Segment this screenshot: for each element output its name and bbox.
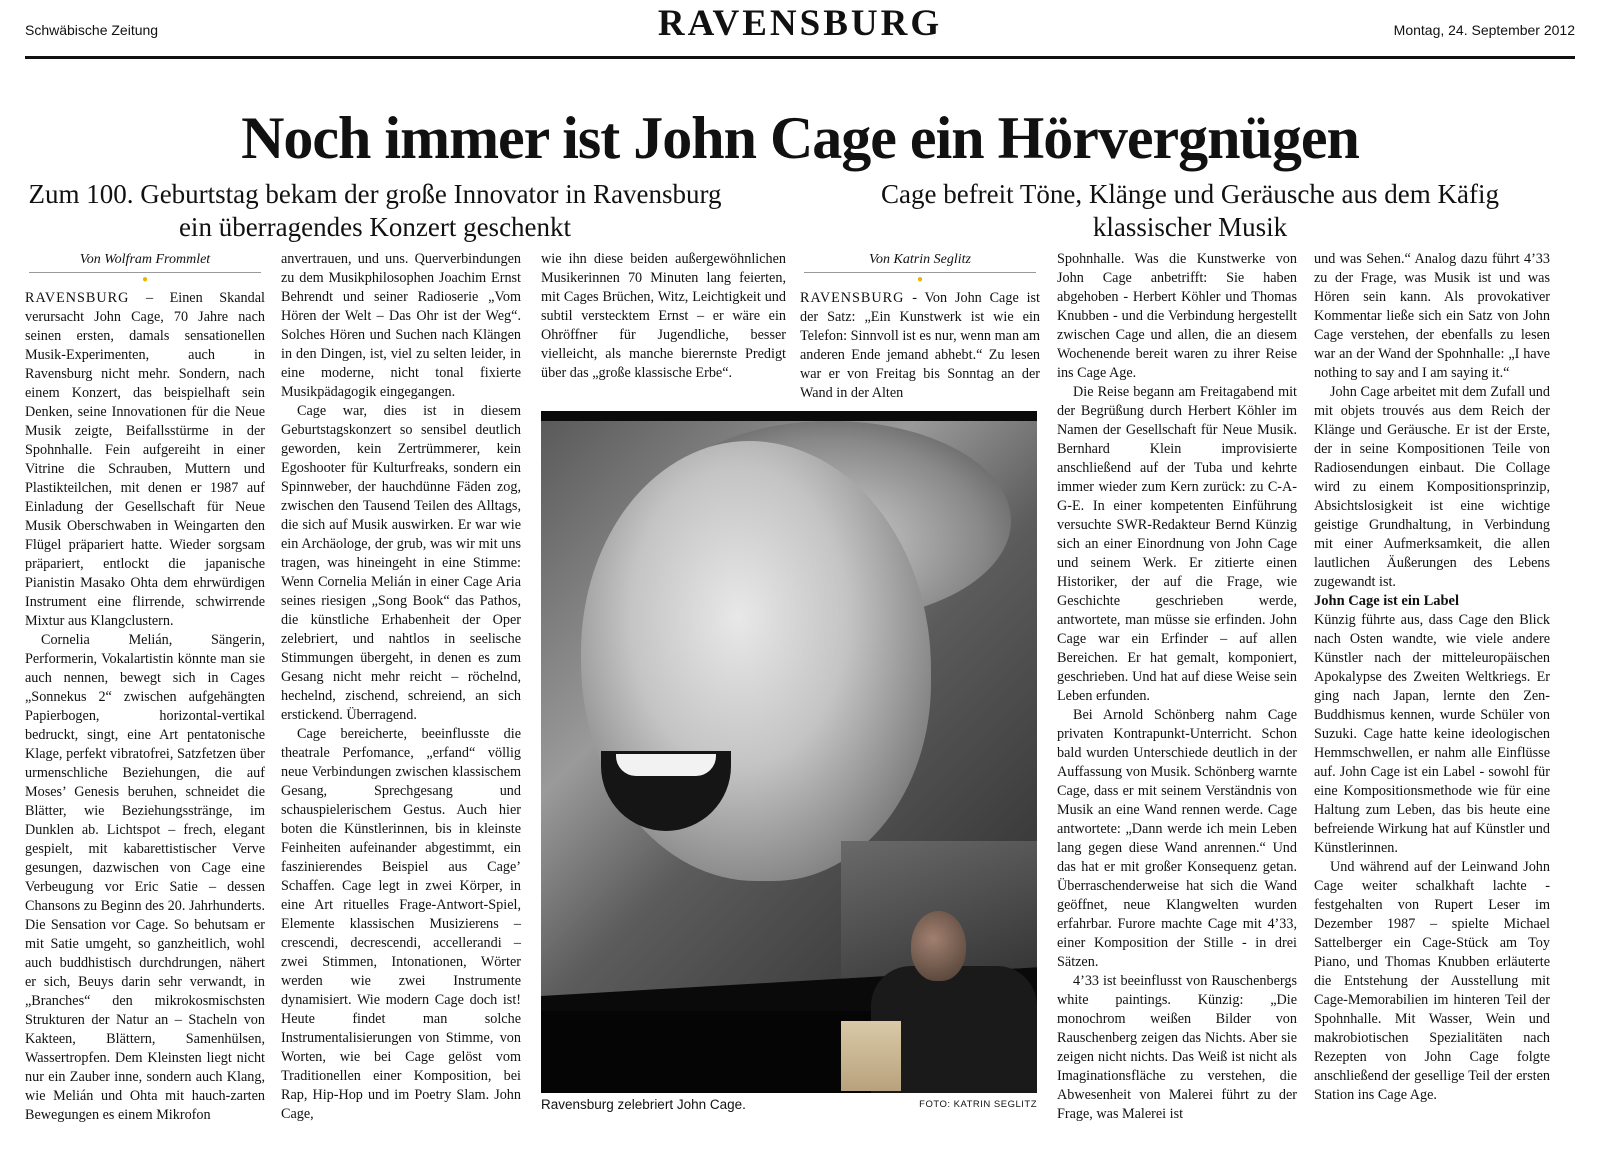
paragraph: Cornelia Melián, Sängerin, Performerin, Vokalartistin könnte man sie auch nennen, bewegt sich in Cages „Sonnekus 2“ zwischen aufgehängten Papierbogen, horizontal-vertikal bedruckt, singt, eine Art pentatonische Klage, perfekt vibratofrei, Satzfetzen über urmenschliche Beziehungen, die auf Moses’ Genesis beruhen, schneidet die Blätter, wie Beziehungsstränge, im Dunklen ab. Lichtspot – frech, elegant gespielt, mit kabarettistischer Verve gesungen, dazwischen von Cage eine Verbeugung vor Eric Satie – dessen Chansons zu Beginn des 20. Jahrhunderts. Die Sensation vor Cage. So behutsam er mit Satie umgeht, so ganzheitlich, wohl auch buddhistisch durchdrungen, nähert er sich, Beuys darin sehr verwandt, in „Branches“ den mikrokosmischsten Strukturen der Natur an – Stacheln von Kakteen, Blättern, Samenhülsen, Wassertropfen. Dem Kleinsten liegt nicht nur ein Zauber inne, sondern auch Klang, wie Melián und Ohta mit hauch-zarten Bewegungen es einem Mikrofon — [25, 632, 265, 1123]
section-title: RAVENSBURG — [657, 3, 943, 44]
issue-date: Montag, 24. September 2012 — [1393, 22, 1575, 38]
byline-dot: ● — [916, 274, 924, 285]
paragraph: Bei Arnold Schönberg nahm Cage privaten Kontrapunkt-Unterricht. Schon bald wurden Unterschiede deutlich in der Auffassung von Musik. Schönberg warnte Cage, dass er mit seinem Verständnis von Musik an eine Wand rennen werde. Cage antwortete: „Dann werde ich mein Leben lang gegen diese Wand anrennen.“ Und das hat er mit großer Konsequenz getan. Überraschenderweise hat sich die Wand geöffnet, neue Klangwelten wurden erfahrbar. Furore machte Cage mit 4’33, einer Komposition der Stille - in drei Sätzen. — [1057, 707, 1297, 970]
paragraph: und was Sehen.“ Analog dazu führt 4’33 zu der Frage, was Musik ist und was Hören sein kann. Als provokativer Kommentar ließe sich ein Satz von John Cage verstehen, der ebenfalls zu lesen war an der Wand der Spohnhalle: „I have nothing to say and I am saying it.“ — [1314, 251, 1550, 381]
projection-screen — [541, 421, 1037, 996]
headline: Noch immer ist John Cage ein Hörvergnügen — [241, 105, 1359, 171]
concert-photo — [541, 411, 1037, 1093]
paragraph: 4’33 ist beeinflusst von Rauschenbergs white paintings. Künzig: „Die monochrom weißen Bilder von Rauschenberg zeigen das Nichts. Aber sie zeigen nicht nichts. Das Weiß ist nicht als Imaginationsfläche zu verstehen, die Abwesenheit von Malerei führt zu der Frage, was Malerei ist — [1057, 973, 1297, 1122]
paragraph: Künzig führte aus, dass Cage den Blick nach Osten wandte, wie viele andere Künstler nach der mitteleuropäischen Apokalypse des Zweiten Weltkriegs. Er ging nach Japan, lernte den Zen-Buddhismus kennen, wurde Schüler von Suzuki. Cage hatte keine ideologischen Hemmschwellen, er nahm alle Einflüsse auf. John Cage ist ein Label - sowohl für eine Kompositionsmethode wie für eine Haltung zum Leben, das bis heute eine befreiende Wirkung hat auf Künstler und Künstlerinnen. — [1314, 612, 1550, 856]
pianist-head — [911, 911, 966, 981]
article2-column-3 — [1314, 250, 1550, 1105]
paragraph: Spohnhalle. Was die Kunstwerke von John Cage anbetrifft: Sie haben abgehoben - Herbert Köhler und Thomas Knubben - und die Verbindung hergestellt zwischen Cage und allen, die an diesem Wochenende bereit waren zu ihrer Reise ins Cage Age. — [1057, 251, 1297, 381]
subheadline-left: Zum 100. Geburtstag bekam der große Innovator in Ravensburg ein überragendes Konzert geschenkt — [28, 179, 722, 242]
byline: Von Wolfram Frommlet — [29, 250, 261, 273]
byline: Von Katrin Seglitz — [804, 250, 1036, 273]
paragraph: RAVENSBURG – Einen Skandal verursacht John Cage, 70 Jahre nach seinen ersten, damals sensationellen Musik-Experimenten, auch in Ravensburg nicht mehr. Sondern, nach einem Konzert, das beispielhaft sein Denken, seine Innovationen für die Neue Musik zeigte, Beifallsstürme in der Spohnhalle. Fein aufgereiht in einer Vitrine die Schrauben, Muttern und Plastikteilchen, mit denen er 1987 auf Einladung der Gesellschaft für Neue Musik Oberschwaben in Weingarten den Flügel präpariert hatte. Wieder sorgsam präpariert, entlockt die japanische Pianistin Masako Ohta dem ehrwürdigen Instrument eine flirrende, schwirrende Mixtur aus Klangclustern. — [25, 290, 265, 629]
paragraph: John Cage arbeitet mit dem Zufall und mit objets trouvés aus dem Reich der Klänge und Geräusche. Er ist der Erste, der in seine Kompositionen Teile von Radiosendungen einbaut. Die Collage wird zu einem Kompositionsprinzip, Absichtslosigkeit ist eine wichtige geistige Grundhaltung, in Verbindung mit einer Aufmerksamkeit, die allen lautlichen Äußerungen des Lebens zugewandt ist. — [1314, 384, 1550, 590]
toy-piano — [841, 1021, 901, 1091]
dateline: RAVENSBURG — [25, 290, 130, 306]
article1-column-1 — [25, 250, 265, 1125]
article1-column-3 — [541, 250, 786, 383]
paragraph: Cage war, dies ist in diesem Geburtstagskonzert so sensibel deutlich geworden, kein Zertrümmerer, kein Egoshooter für Kulturfreaks, sondern ein Spinnweber, der hauchdünne Fäden zog, zwischen den Tausend Teilen des Alltags, die sich auf Musik auswirken. Er war wie ein Archäologe, der grub, was wir mit uns tragen, was hineingeht in eine Stimme: Wenn Cornelia Melián in einer Cage Aria seines riesigen „Song Book“ das Pathos, die künstliche Erhabenheit der Oper zelebriert, und nahtlos in seelische Stimmungen übergeht, in denen es zum Gesang nicht mehr reicht – röchelnd, hechelnd, zischend, schreiend, an sich erstickend. Überragend. — [281, 403, 521, 723]
subheadline-right: Cage befreit Töne, Klänge und Geräusche aus dem Käfig klassischer Musik — [880, 179, 1500, 242]
portrait-teeth — [616, 754, 716, 776]
paper-name: Schwäbische Zeitung — [25, 22, 159, 38]
photo-caption: Ravensburg zelebriert John Cage. — [541, 1097, 746, 1112]
section-heading: John Cage ist ein Label — [1314, 593, 1460, 609]
dateline: RAVENSBURG — [800, 290, 905, 306]
article2-column-2 — [1057, 250, 1297, 1124]
byline-dot: ● — [141, 274, 149, 285]
paragraph: anvertrauen, und uns. Querverbindungen zu dem Musikphilosophen Joachim Ernst Behrendt und seiner Radioserie „Vom Hören der Welt – Das Ohr ist der Weg“. Solches Hören und Suchen nach Klängen in den Dingen, ist, viel zu selten leider, in eine moderne, nicht tonal fixierte Musikpädagogik eingegangen. — [281, 251, 521, 400]
photo-credit: FOTO: KATRIN SEGLITZ — [919, 1099, 1037, 1110]
article2-column-1 — [800, 250, 1040, 403]
paragraph: Die Reise begann am Freitagabend mit der Begrüßung durch Herbert Köhler im Namen der Gesellschaft für Neue Musik. Bernhard Klein improvisierte anschließend auf der Tuba und kehrte immer wieder zum Kern zurück: zu C-A-G-E. In einer kompetenten Einführung versuchte SWR-Redakteur Bernd Künzig sich an einer Einordnung von John Cage und seinem Werk. Er zitierte einen Historiker, der auf die Frage, wie Geschichte geschrieben werde, antwortete, man müsse sie erfinden. John Cage war ein Erfinder – auf allen Bereichen. Er hat gemalt, komponiert, geschrieben. Und hat auf diese Weise sein Leben erfunden. — [1057, 384, 1297, 704]
paragraph: Und während auf der Leinwand John Cage weiter schalkhaft lachte - festgehalten von Rupert Leser im Dezember 1987 – spielte Michael Sattelberger ein Cage-Stück am Toy Piano, und Thomas Knubben erläuterte die Entstehung der Ausstellung mit Cage-Memorabilien im hinteren Teil der Spohnhalle. Mit Wasser, Wein und makrobiotischen Spezialitäten nach Rezepten von John Cage folgte anschließend der gesellige Teil der ersten Station ins Cage Age. — [1314, 859, 1550, 1103]
paragraph: Cage bereicherte, beeinflusste die theatrale Perfomance, „erfand“ völlig neue Verbindungen zwischen klassischem Gesang, Sprechgesang und schauspielerischem Gestus. Auch hier boten die Künstlerinnen, bis in kleinste Feinheiten aufeinander abgestimmt, ein faszinierendes Beispiel aus Cage’ Schaffen. Cage legt in zwei Körper, in eine Art rituelles Frage-Antwort-Spiel, Elemente klassischen Musizierens – crescendi, decrescendi, accellerandi – zwei Stimmen, Intonationen, Wörter werden wie zwei Instrumente dynamisiert. Wie modern Cage doch ist! Heute findet man solche Instrumentalisierungen von Stimme, von Worten, wie bei Cage gelöst vom Traditionellen einer Komposition, bei Rap, Hip-Hop und im Poetry Slam. John Cage, — [281, 726, 521, 1122]
article1-column-2 — [281, 250, 521, 1124]
paragraph: RAVENSBURG - Von John Cage ist der Satz: „Ein Kunstwerk ist wie ein Telefon: Sinnvoll ist es nur, wenn man am anderen Ende jemand abhebt.“ Zu lesen war er von Freitag bis Sonntag an der Wand in der Alten — [800, 290, 1040, 401]
masthead — [25, 0, 1575, 59]
paragraph: wie ihn diese beiden außergewöhnlichen Musikerinnen 70 Minuten lang feierten, mit Cages Brüchen, Witz, Leichtigkeit und subtil verstecktem Ernst – er wäre ein Ohröffner für Jugendliche, besser vielleicht, als manche bierernste Predigt über das „große klassische Erbe“. — [541, 251, 786, 381]
photo-caption-row — [541, 1097, 1037, 1112]
